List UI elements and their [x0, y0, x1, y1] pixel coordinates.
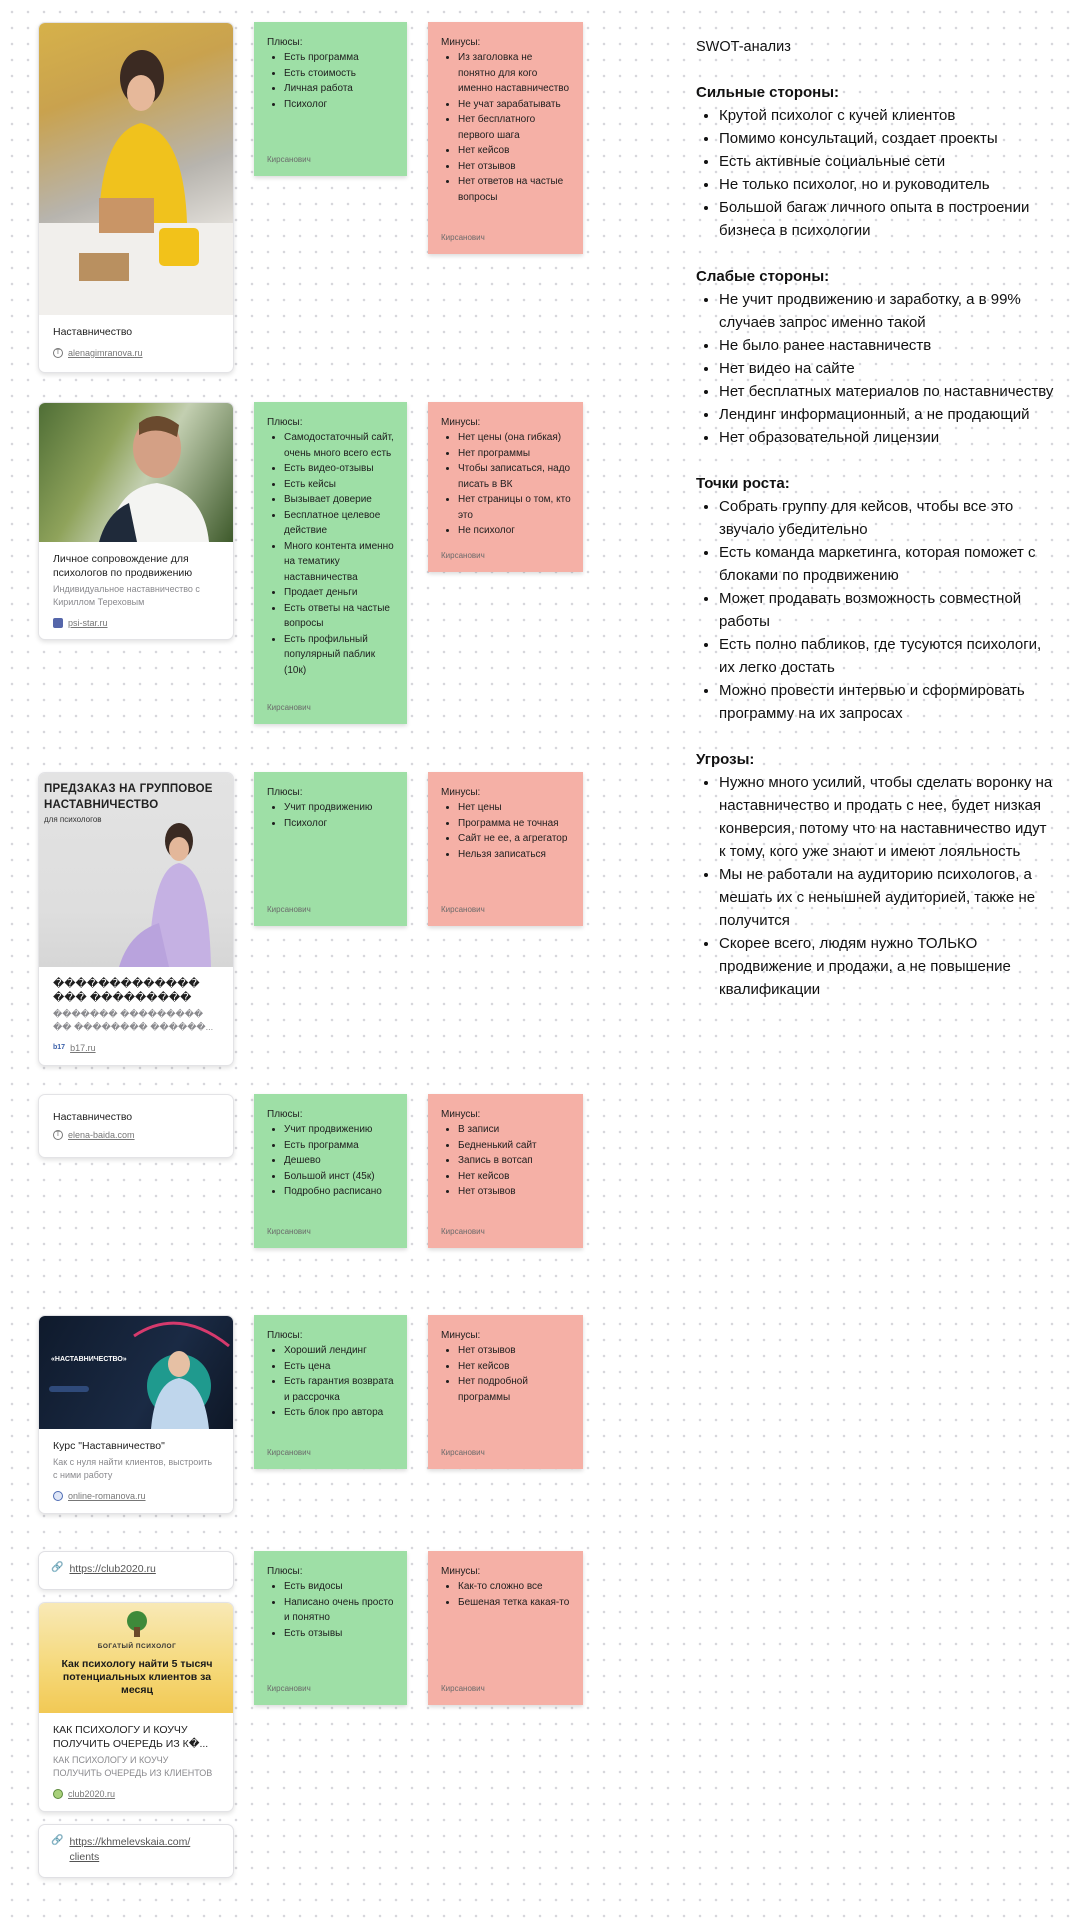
sticky-list — [441, 800, 571, 862]
list-item: • Не только психолог, но и руководитель — [719, 173, 1056, 196]
sticky-note-cons[interactable] — [428, 22, 583, 254]
sticky-note-pros[interactable] — [254, 22, 407, 176]
list-item: • Есть видео-отзывы — [284, 461, 395, 477]
sticky-author: Кирсанович — [441, 1227, 485, 1236]
list-item: • Большой инст (45к) — [284, 1169, 395, 1185]
weaknesses-list — [696, 288, 1056, 449]
sticky-author: Кирсанович — [441, 1448, 485, 1457]
list-item: • Нет ответов на частые вопросы — [458, 174, 571, 205]
card-description: Индивидуальное наставничество с Кириллом Тереховым — [53, 584, 200, 607]
site-favicon-icon: b17 — [53, 1044, 66, 1051]
list-item: • Нет страницы о том, кто это — [458, 492, 571, 523]
sticky-list — [441, 1122, 571, 1200]
sticky-list — [267, 1343, 395, 1421]
sticky-list — [441, 1343, 571, 1405]
list-item: • Учит продвижению — [284, 1122, 395, 1138]
list-item: • Есть ответы на частые вопросы — [284, 601, 395, 632]
sticky-author: Кирсанович — [267, 1448, 311, 1457]
sticky-author: Кирсанович — [267, 703, 311, 712]
sticky-heading: Минусы: — [441, 1330, 481, 1341]
opportunities-heading: Точки роста: — [696, 475, 790, 492]
card-description: КАК ПСИХОЛОГУ И КОУЧУ ПОЛУЧИТЬ ОЧЕРЕДЬ ИЗ КЛИЕНТОВ — [53, 1755, 213, 1778]
list-item: • Помимо консультаций, создает проекты — [719, 127, 1056, 150]
list-item: • Есть команда маркетинга, которая поможет с блоками по продвижению — [719, 541, 1056, 587]
link-preview-card[interactable] — [38, 1315, 234, 1514]
list-item: • Дешево — [284, 1153, 395, 1169]
opportunities-list — [696, 495, 1056, 725]
list-item: • Психолог — [284, 816, 395, 832]
card-title: ������������� ��� ��������� — [53, 978, 200, 1004]
list-item: • Сайт не ее, а агрегатор — [458, 831, 571, 847]
list-item: • Нет программы — [458, 446, 571, 462]
list-item: • Программа не точная — [458, 816, 571, 832]
list-item: • Нет подробной программы — [458, 1374, 571, 1405]
list-item: • Есть блок про автора — [284, 1405, 395, 1421]
list-item: • Как-то сложно все — [458, 1579, 571, 1595]
preview-image — [39, 403, 233, 542]
list-item: • Можно провести интервью и сформировать программу на их запросах — [719, 679, 1056, 725]
list-item: • Есть программа — [284, 1138, 395, 1154]
list-item: • Психолог — [284, 97, 395, 113]
list-item: • Нет образовательной лицензии — [719, 426, 1056, 449]
sticky-heading: Плюсы: — [267, 1330, 303, 1341]
list-item: • Есть профильный популярный паблик (10к) — [284, 632, 395, 679]
swot-title: SWOT-анализ — [696, 39, 791, 55]
sticky-list — [441, 430, 571, 539]
preview-image — [39, 23, 233, 315]
list-item: • Большой багаж личного опыта в построении бизнеса в психологии — [719, 196, 1056, 242]
sticky-author: Кирсанович — [267, 155, 311, 164]
list-item: • Нет цены — [458, 800, 571, 816]
sticky-author: Кирсанович — [441, 1684, 485, 1693]
image-brand: БОГАТЫЙ ПСИХОЛОГ — [97, 1643, 177, 1650]
card-link[interactable] — [53, 1042, 219, 1054]
list-item: • Личная работа — [284, 81, 395, 97]
sticky-author: Кирсанович — [267, 905, 311, 914]
list-item: • Много контента именно на тематику наставничества — [284, 539, 395, 586]
sticky-list — [441, 1579, 571, 1610]
link-icon: 🔗 — [51, 1562, 64, 1573]
list-item: • В записи — [458, 1122, 571, 1138]
card-title: Наставничество — [53, 326, 133, 338]
sticky-heading: Плюсы: — [267, 1109, 303, 1120]
sticky-heading: Минусы: — [441, 787, 481, 798]
sticky-note-pros[interactable] — [254, 1551, 407, 1705]
globe-icon — [53, 1491, 63, 1501]
card-link[interactable] — [53, 1788, 219, 1800]
sticky-heading: Минусы: — [441, 417, 481, 428]
list-item: • Не было ранее наставничеств — [719, 334, 1056, 357]
sticky-list — [267, 800, 395, 831]
sticky-note-pros[interactable] — [254, 402, 407, 724]
image-headline: ПРЕДЗАКАЗ НА ГРУППОВОЕ НАСТАВНИЧЕСТВО — [44, 783, 213, 811]
list-item: • Бесплатное целевое действие — [284, 508, 395, 539]
card-url[interactable]: online-romanova.ru — [68, 1491, 146, 1501]
sticky-author: Кирсанович — [267, 1227, 311, 1236]
list-item: • Нужно много усилий, чтобы сделать воронку на наставничество и продать с нее, будет низкая конверсия, потому что на наставничество идут к тому, кого уже знают и имеют лояльность — [719, 771, 1056, 863]
list-item: • Нет отзывов — [458, 159, 571, 175]
list-item: • Написано очень просто и понятно — [284, 1595, 395, 1626]
list-item: • Подробно расписано — [284, 1184, 395, 1200]
card-url[interactable]: elena-baida.com — [68, 1130, 135, 1140]
link-chip[interactable] — [38, 1824, 234, 1878]
list-item: • Скорее всего, людям нужно ТОЛЬКО продвижение и продажи, а не повышение квалификации — [719, 932, 1056, 1001]
list-item: • Нет кейсов — [458, 143, 571, 159]
link-preview-card[interactable] — [38, 1602, 234, 1812]
list-item: • Запись в вотсап — [458, 1153, 571, 1169]
list-item: • Есть цена — [284, 1359, 395, 1375]
card-link[interactable] — [53, 347, 219, 359]
list-item: • Мы не работали на аудиторию психологов, а мешать их с ненышней аудиторией, также не получится — [719, 863, 1056, 932]
list-item: • Не психолог — [458, 523, 571, 539]
sticky-note-cons[interactable] — [428, 1094, 583, 1248]
strengths-list — [696, 104, 1056, 242]
list-item: • Лендинг информационный, а не продающий — [719, 403, 1056, 426]
sticky-note-cons[interactable] — [428, 772, 583, 926]
list-item: • Может продавать возможность совместной работы — [719, 587, 1056, 633]
list-item: • Не учит продвижению и заработку, а в 99% случаев запрос именно такой — [719, 288, 1056, 334]
card-title: Личное сопровождение для психологов по продвижению — [53, 553, 193, 579]
list-item: • Есть видосы — [284, 1579, 395, 1595]
list-item: • Есть полно пабликов, где тусуются психологи, их легко достать — [719, 633, 1056, 679]
card-link[interactable] — [53, 1129, 219, 1141]
sticky-list — [267, 1579, 395, 1641]
list-item: • Есть активные социальные сети — [719, 150, 1056, 173]
weaknesses-heading: Слабые стороны: — [696, 268, 830, 285]
card-description: ������� ��������� �� �������� ������... — [53, 1009, 214, 1032]
sticky-note-pros[interactable] — [254, 772, 407, 926]
list-item: • Нет цены (она гибкая) — [458, 430, 571, 446]
list-item: • Есть гарантия возврата и рассрочка — [284, 1374, 395, 1405]
card-title: Курс "Наставничество" — [53, 1440, 165, 1452]
swot-analysis-text[interactable] — [696, 36, 1056, 1024]
list-item: • Есть программа — [284, 50, 395, 66]
sticky-author: Кирсанович — [441, 551, 485, 560]
list-item: • Есть стоимость — [284, 66, 395, 82]
card-url[interactable]: alenagimranova.ru — [68, 348, 143, 358]
link-chip[interactable] — [38, 1551, 234, 1590]
sticky-note-pros[interactable] — [254, 1315, 407, 1469]
link-url[interactable]: https://club2020.ru — [69, 1563, 156, 1575]
image-subheadline: для психологов — [44, 815, 102, 824]
sticky-note-cons[interactable] — [428, 1315, 583, 1469]
preview-image — [39, 1603, 233, 1713]
list-item: • Чтобы записаться, надо писать в ВК — [458, 461, 571, 492]
site-favicon-icon — [53, 618, 63, 628]
preview-image — [39, 773, 233, 967]
card-link[interactable] — [53, 1490, 219, 1502]
sticky-list — [441, 50, 571, 205]
sticky-heading: Минусы: — [441, 37, 481, 48]
tree-icon — [53, 1789, 63, 1799]
link-preview-card[interactable] — [38, 1094, 234, 1158]
card-title: Наставничество — [53, 1111, 133, 1123]
sticky-heading: Плюсы: — [267, 787, 303, 798]
sticky-heading: Плюсы: — [267, 417, 303, 428]
link-icon: 🔗 — [51, 1835, 64, 1846]
list-item: • Нет видео на сайте — [719, 357, 1056, 380]
list-item: • Есть отзывы — [284, 1626, 395, 1642]
image-headline: Как психологу найти 5 тысяч потенциальных клиентов за месяц — [61, 1658, 213, 1696]
list-item: • Нет бесплатных материалов по наставничеству — [719, 380, 1056, 403]
sticky-heading: Минусы: — [441, 1109, 481, 1120]
sticky-note-cons[interactable] — [428, 402, 583, 572]
list-item: • Нет бесплатного первого шага — [458, 112, 571, 143]
list-item: • Вызывает доверие — [284, 492, 395, 508]
sticky-heading: Плюсы: — [267, 37, 303, 48]
link-url[interactable]: https://khmelevskaia.com/ clients — [69, 1836, 191, 1863]
strengths-heading: Сильные стороны: — [696, 84, 840, 101]
link-preview-card[interactable] — [38, 22, 234, 373]
preview-image — [39, 1316, 233, 1429]
card-link[interactable] — [53, 617, 219, 629]
sticky-note-pros[interactable] — [254, 1094, 407, 1248]
card-title: КАК ПСИХОЛОГУ И КОУЧУ ПОЛУЧИТЬ ОЧЕРЕДЬ ИЗ К�... — [53, 1724, 209, 1750]
site-favicon-icon: Т — [53, 1130, 63, 1140]
list-item: • Нет отзывов — [458, 1184, 571, 1200]
card-description: Как с нуля найти клиентов, выстроить с ними работу — [53, 1457, 213, 1480]
list-item: • Бешеная тетка какая-то — [458, 1595, 571, 1611]
list-item: • Продает деньги — [284, 585, 395, 601]
list-item: • Хороший лендинг — [284, 1343, 395, 1359]
list-item: • Есть кейсы — [284, 477, 395, 493]
threats-list — [696, 771, 1056, 1001]
link-preview-card[interactable] — [38, 402, 234, 640]
list-item: • Учит продвижению — [284, 800, 395, 816]
sticky-heading: Плюсы: — [267, 1566, 303, 1577]
list-item: • Не учат зарабатывать — [458, 97, 571, 113]
sticky-list — [267, 1122, 395, 1200]
sticky-author: Кирсанович — [441, 905, 485, 914]
list-item: • Самодостаточный сайт, очень много всего есть — [284, 430, 395, 461]
sticky-author: Кирсанович — [267, 1684, 311, 1693]
list-item: • Нельзя записаться — [458, 847, 571, 863]
sticky-author: Кирсанович — [441, 233, 485, 242]
list-item: • Собрать группу для кейсов, чтобы все это звучало убедительно — [719, 495, 1056, 541]
card-url[interactable]: psi-star.ru — [68, 618, 108, 628]
list-item: • Нет кейсов — [458, 1359, 571, 1375]
list-item: • Крутой психолог с кучей клиентов — [719, 104, 1056, 127]
link-preview-card[interactable] — [38, 772, 234, 1066]
card-url[interactable]: b17.ru — [70, 1043, 96, 1053]
list-item: • Нет отзывов — [458, 1343, 571, 1359]
sticky-heading: Минусы: — [441, 1566, 481, 1577]
sticky-list — [267, 50, 395, 112]
image-headline: «НАСТАВНИЧЕСТВО» — [51, 1356, 127, 1363]
list-item: • Из заголовка не понятно для кого именно наставничество — [458, 50, 571, 97]
list-item: • Нет кейсов — [458, 1169, 571, 1185]
sticky-note-cons[interactable] — [428, 1551, 583, 1705]
card-url[interactable]: club2020.ru — [68, 1789, 116, 1799]
site-favicon-icon: Т — [53, 348, 63, 358]
list-item: • Бедненький сайт — [458, 1138, 571, 1154]
threats-heading: Угрозы: — [696, 751, 755, 768]
sticky-list — [267, 430, 395, 678]
